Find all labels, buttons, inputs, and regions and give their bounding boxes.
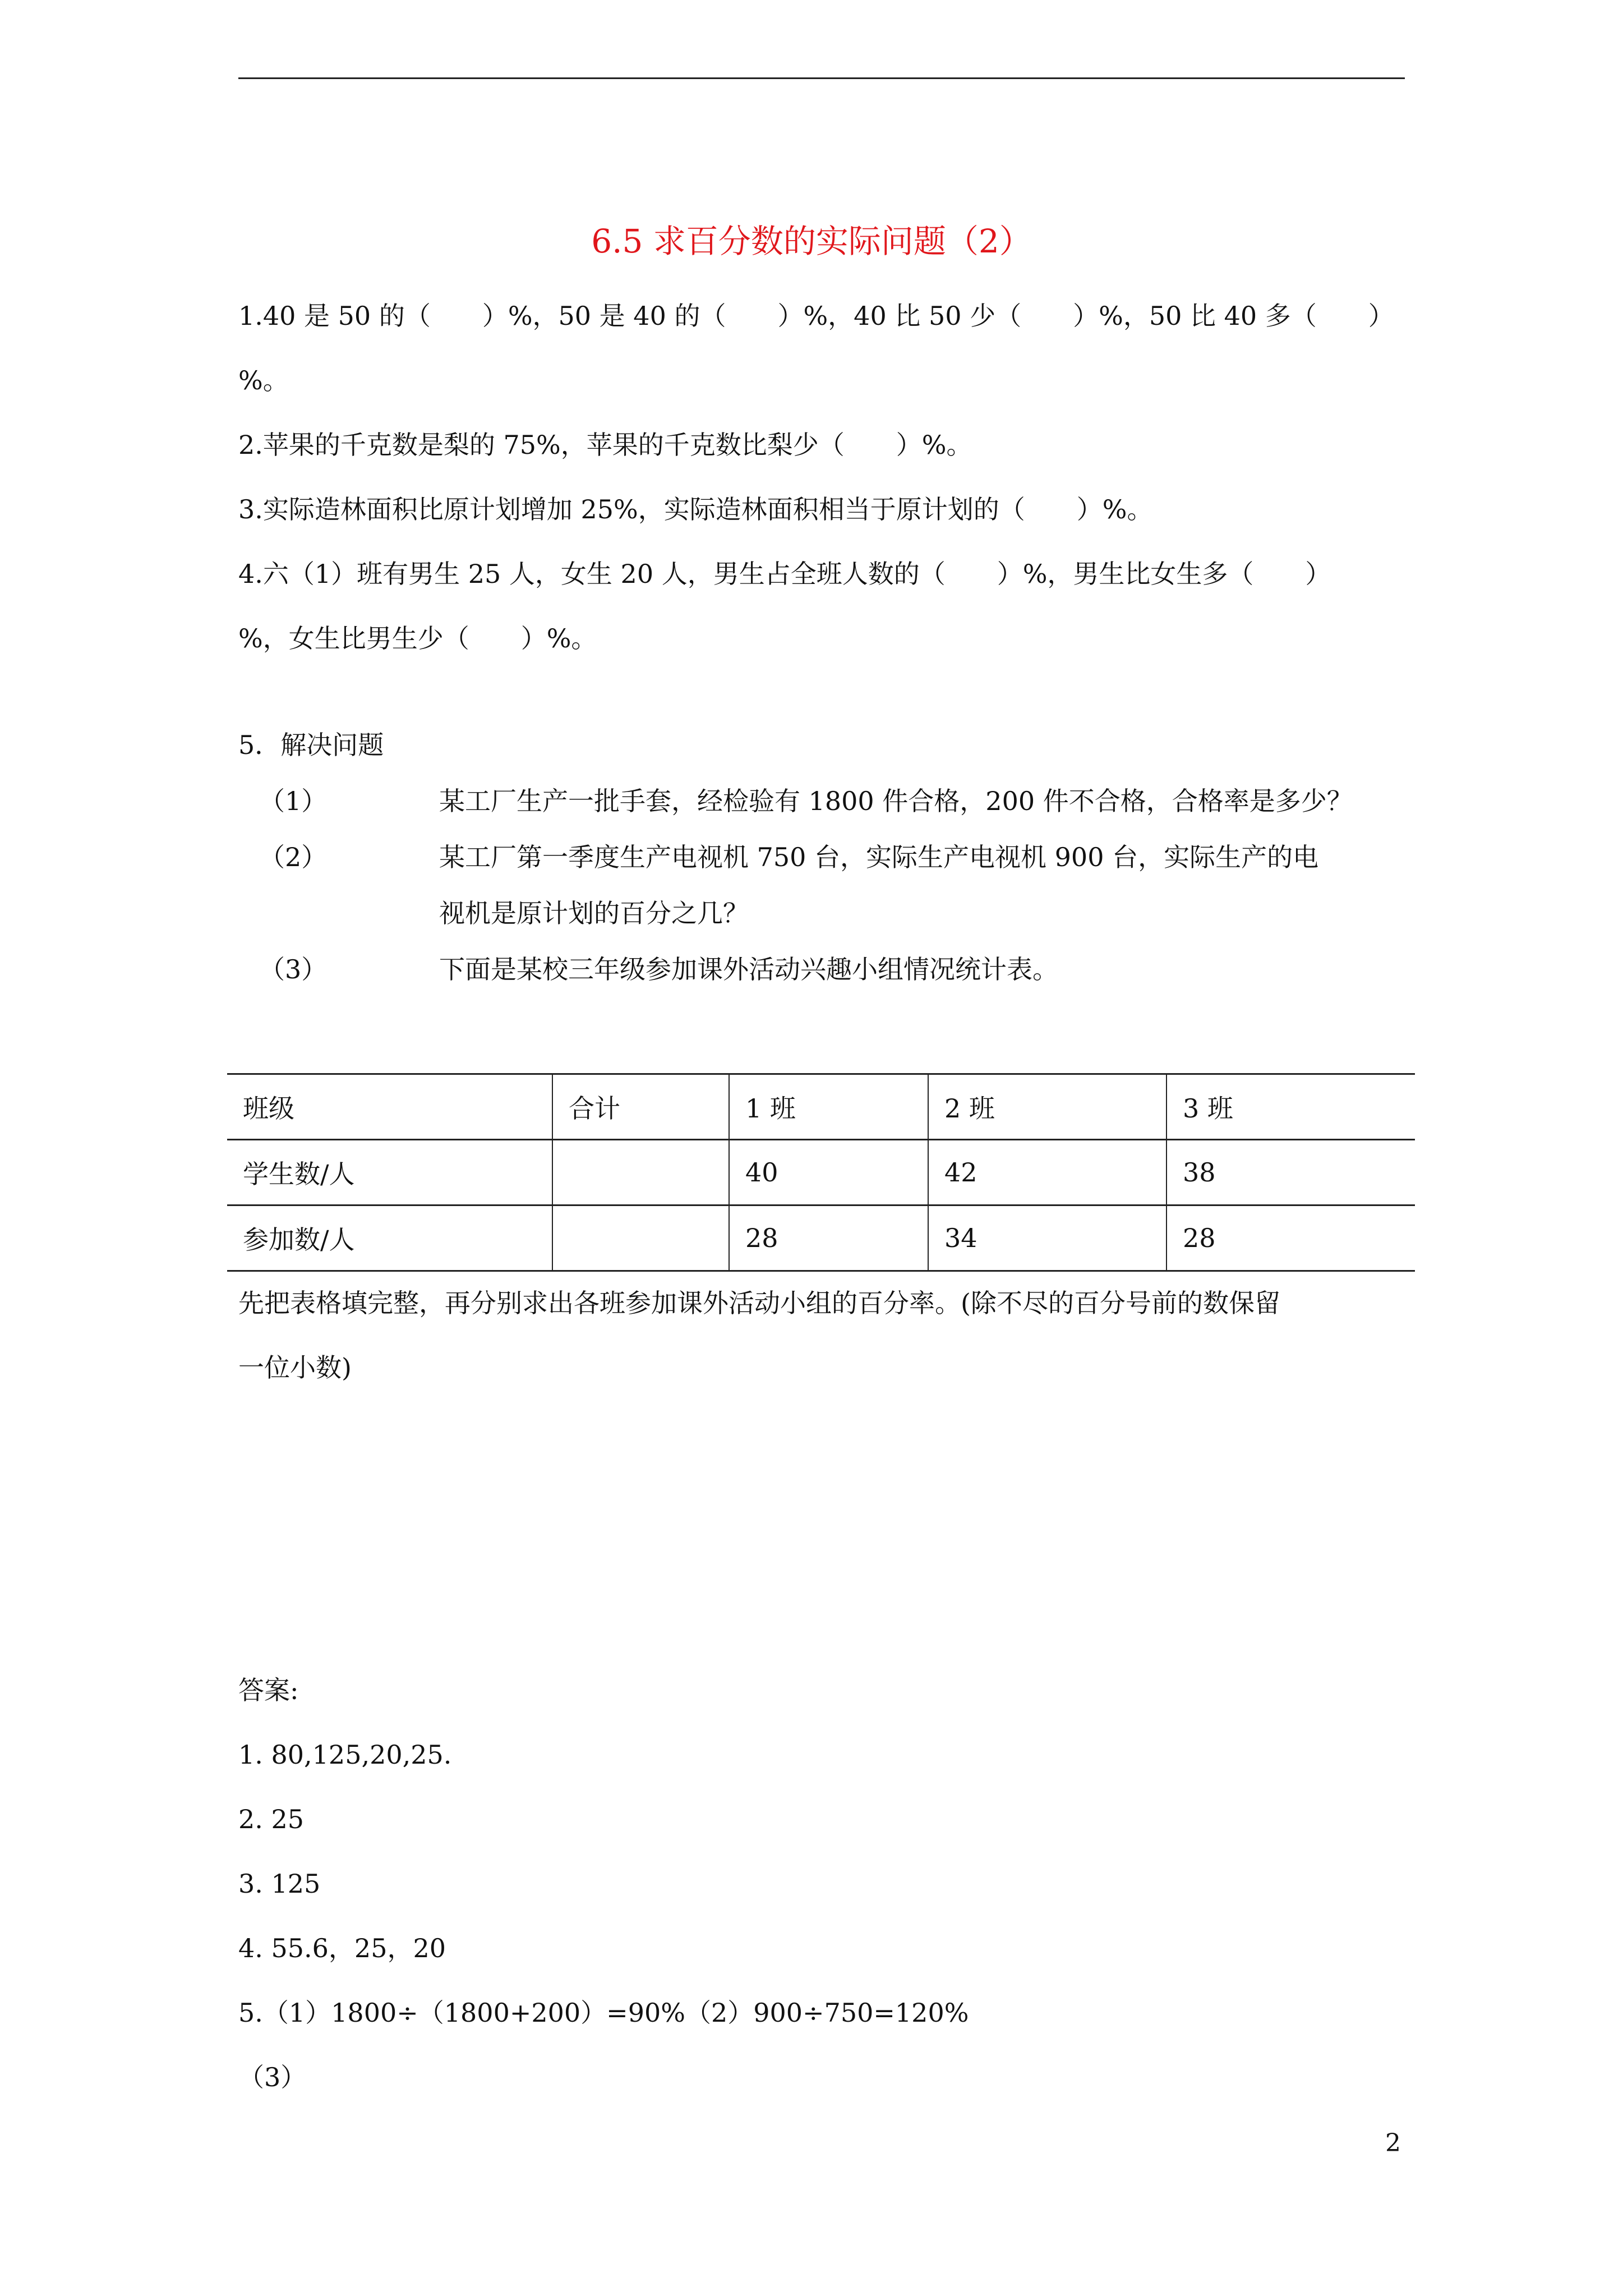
answer-5: 5.（1）1800÷（1800+200）=90%（2）900÷750=120% [238,1998,969,2028]
table-cell: 28 [1166,1205,1415,1271]
sub-question-text: 下面是某校三年级参加课外活动兴趣小组情况统计表。 [439,954,1058,984]
table-cell: 学生数/人 [227,1140,552,1205]
table-header-cell: 2 班 [928,1074,1166,1140]
table-row [227,1205,1415,1271]
sub-question-number: （3） [259,954,328,984]
question-3: 3.实际造林面积比原计划增加 25%，实际造林面积相当于原计划的（ ）%。 [238,494,1153,524]
answer-3: 3. 125 [238,1869,321,1899]
sub-question-number: （1） [259,786,328,816]
table-cell [552,1205,729,1271]
sub-question-text: 视机是原计划的百分之几？ [439,898,749,928]
table-cell: 38 [1166,1140,1415,1205]
table-instruction-line-2: 一位小数) [238,1352,352,1383]
table-cell: 40 [729,1140,928,1205]
table-row [227,1140,1415,1205]
table-instruction-line-1: 先把表格填完整，再分别求出各班参加课外活动小组的百分率。(除不尽的百分号前的数保留 [238,1288,1280,1318]
sub-question-number: （2） [259,842,328,872]
sub-question-text: 某工厂第一季度生产电视机 750 台，实际生产电视机 900 台，实际生产的电 [439,842,1319,872]
table-cell [552,1140,729,1205]
table-cell: 28 [729,1205,928,1271]
table-cell: 34 [928,1205,1166,1271]
table-header-cell: 3 班 [1166,1074,1415,1140]
question-4-line-1: 4.六（1）班有男生 25 人，女生 20 人，男生占全班人数的（ ）%，男生比女生多（ ） [238,559,1331,589]
page-number: 2 [1385,2129,1401,2157]
question-1-line-2: %。 [238,365,289,395]
question-5-heading: 5．解决问题 [238,730,384,760]
question-2: 2.苹果的千克数是梨的 75%，苹果的千克数比梨少（ ）%。 [238,430,972,460]
answer-4: 4. 55.6，25，20 [238,1933,446,1963]
answer-2: 2. 25 [238,1804,305,1834]
table-header-cell: 1 班 [729,1074,928,1140]
page-title: 6.5 求百分数的实际问题（2） [591,222,1032,260]
sub-question-text: 某工厂生产一批手套，经检验有 1800 件合格，200 件不合格，合格率是多少？ [439,786,1353,816]
answers-heading: 答案: [238,1675,299,1705]
question-1-line-1: 1.40 是 50 的（ ）%，50 是 40 的（ ）%，40 比 50 少（ ）%，50 比 40 多（ ） [238,301,1394,331]
table-header-row [227,1074,1415,1140]
answer-1: 1. 80,125,20,25. [238,1740,452,1770]
table-cell: 42 [928,1140,1166,1205]
table-cell: 参加数/人 [227,1205,552,1271]
stats-table [227,1073,1415,1272]
answer-5-part-3: （3） [238,2062,307,2092]
table-header-cell: 班级 [227,1074,552,1140]
header-rule [238,77,1405,79]
table-header-cell: 合计 [552,1074,729,1140]
question-4-line-2: %，女生比男生少（ ）%。 [238,623,597,654]
